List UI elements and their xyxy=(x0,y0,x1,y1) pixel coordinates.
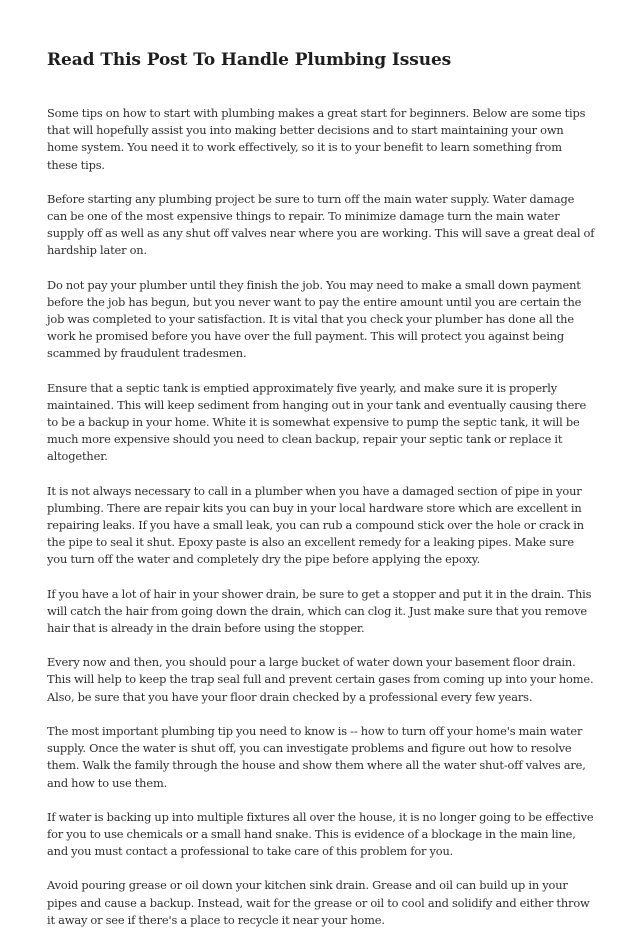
paragraph-main-water-supply: Before starting any plumbing project be sure to turn off the main water supply. Water damage can be one of the most expensive things to repair. To minimize damage turn the main water supply off as well as any shut off valves near where you are working. This will save a great deal of hardship later on. xyxy=(47,191,595,258)
paragraph-grease-oil: Avoid pouring grease or oil down your kitchen sink drain. Grease and oil can build up in your pipes and cause a backup. Instead, wait for the grease or oil to cool and solidify and either throw it away or see if there's a place to recycle it near your home. xyxy=(47,878,590,927)
paragraph-shower-drain: If you have a lot of hair in your shower drain, be sure to get a stopper and put it in the drain. This will catch the hair from going down the drain, which can clog it. Just make sure that you remove hair that is already in the drain before using the stopper. xyxy=(47,586,592,636)
paragraph-septic-tank: Ensure that a septic tank is emptied approximately five yearly, and make sure it is properly maintained. This will keep sediment from hanging out in your tank and eventually causing there to be a backup in your home. White it is somewhat expensive to pump the septic tank, it will be much more expensive should you need to clean backup, repair your septic tank or replace it altogether. xyxy=(47,380,587,464)
paragraph-main-line-blockage: If water is backing up into multiple fixtures all over the house, it is no longer going to be effective for you to use chemicals or a small hand snake. This is evidence of a blockage in the main line, and you must contact a professional to take care of this problem for you. xyxy=(47,809,594,859)
paragraph-shut-off-valves: The most important plumbing tip you need to know is -- how to turn off your home's main water supply. Once the water is shut off, you can investigate problems and figure out how to resolve them. Walk the family through the house and show them where all the water shut-off valves are, and how to use them. xyxy=(47,723,586,790)
document-title: Read This Post To Handle Plumbing Issues xyxy=(47,50,452,70)
paragraph-repair-kits: It is not always necessary to call in a plumber when you have a damaged section of pipe in your plumbing. There are repair kits you can buy in your local hardware store which are excellent in repairing leaks. If you have a small leak, you can rub a compound stick over the hole or crack in the pipe to seal it shut. Epoxy paste is also an excellent remedy for a leaking pipes. Make sure you turn off the water and completely dry the pipe before applying the epoxy. xyxy=(47,483,584,567)
document-page xyxy=(47,48,595,946)
paragraph-intro: Some tips on how to start with plumbing makes a great start for beginners. Below are some tips that will hopefully assist you into making better decisions and to start maintaining your own home system. You need it to work effectively, so it is to your benefit to learn something from these tips. xyxy=(47,106,586,172)
paragraph-floor-drain: Every now and then, you should pour a large bucket of water down your basement floor drain. This will help to keep the trap seal full and prevent certain gases from coming up into your home. Also, be sure that you have your floor drain checked by a professional every few years. xyxy=(47,655,594,704)
paragraph-pay-plumber: Do not pay your plumber until they finish the job. You may need to make a small down payment before the job has begun, but you never want to pay the entire amount until you are certain the job was completed to your satisfaction. It is vital that you check your plumber has done all the work he promised before you have over the full payment. This will protect you against being scammed by fraudulent tradesmen. xyxy=(47,277,582,361)
